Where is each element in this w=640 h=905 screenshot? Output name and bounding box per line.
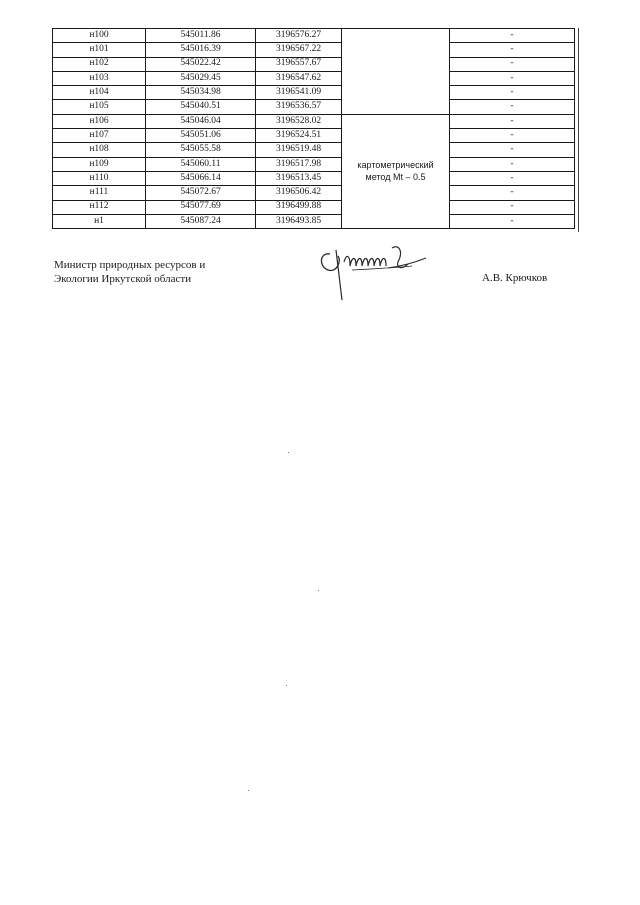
method-cell xyxy=(342,114,450,228)
point-id-cell: н103 xyxy=(53,71,146,85)
point-id-cell: н100 xyxy=(53,29,146,43)
point-id-cell: н111 xyxy=(53,186,146,200)
y-coordinate-cell: 3196567.22 xyxy=(256,43,342,57)
accuracy-cell: - xyxy=(450,157,575,171)
table-row xyxy=(53,157,575,171)
accuracy-cell: - xyxy=(450,171,575,185)
table-row xyxy=(53,200,575,214)
x-coordinate-cell: 545051.06 xyxy=(146,129,256,143)
x-coordinate-cell: 545072.67 xyxy=(146,186,256,200)
x-coordinate-cell: 545087.24 xyxy=(146,214,256,228)
accuracy-cell: - xyxy=(450,186,575,200)
y-coordinate-cell: 3196506.42 xyxy=(256,186,342,200)
scan-speck xyxy=(286,685,287,686)
x-coordinate-cell: 545060.11 xyxy=(146,157,256,171)
handwritten-signature-image xyxy=(312,240,432,308)
scan-speck xyxy=(248,790,249,791)
accuracy-cell: - xyxy=(450,100,575,114)
x-coordinate-cell: 545055.58 xyxy=(146,143,256,157)
point-id-cell: н104 xyxy=(53,86,146,100)
table-row xyxy=(53,57,575,71)
table-row xyxy=(53,86,575,100)
y-coordinate-cell: 3196513.45 xyxy=(256,171,342,185)
x-coordinate-cell: 545016.39 xyxy=(146,43,256,57)
point-id-cell: н110 xyxy=(53,171,146,185)
point-id-cell: н105 xyxy=(53,100,146,114)
coordinates-table-body xyxy=(53,29,575,229)
x-coordinate-cell: 545022.42 xyxy=(146,57,256,71)
signer-name: А.В. Крючков xyxy=(482,272,548,284)
table-row xyxy=(53,129,575,143)
y-coordinate-cell: 3196528.02 xyxy=(256,114,342,128)
x-coordinate-cell: 545046.04 xyxy=(146,114,256,128)
table-right-edge-marks xyxy=(578,28,579,232)
scan-speck xyxy=(288,452,289,453)
accuracy-cell: - xyxy=(450,29,575,43)
accuracy-cell: - xyxy=(450,129,575,143)
point-id-cell: н101 xyxy=(53,43,146,57)
y-coordinate-cell: 3196517.98 xyxy=(256,157,342,171)
y-coordinate-cell: 3196519.48 xyxy=(256,143,342,157)
point-id-cell: н106 xyxy=(53,114,146,128)
table-row xyxy=(53,214,575,228)
table-row xyxy=(53,43,575,57)
y-coordinate-cell: 3196541.09 xyxy=(256,86,342,100)
x-coordinate-cell: 545011.86 xyxy=(146,29,256,43)
y-coordinate-cell: 3196493.85 xyxy=(256,214,342,228)
x-coordinate-cell: 545029.45 xyxy=(146,71,256,85)
point-id-cell: н112 xyxy=(53,200,146,214)
accuracy-cell: - xyxy=(450,114,575,128)
accuracy-cell: - xyxy=(450,57,575,71)
table-row xyxy=(53,29,575,43)
method-line1: картометрический xyxy=(357,160,434,171)
table-row xyxy=(53,114,575,128)
method-cell-empty xyxy=(342,29,450,115)
x-coordinate-cell: 545066.14 xyxy=(146,171,256,185)
scan-speck xyxy=(318,590,319,591)
point-id-cell: н109 xyxy=(53,157,146,171)
y-coordinate-cell: 3196557.67 xyxy=(256,57,342,71)
table-row xyxy=(53,143,575,157)
signatory-title xyxy=(54,259,205,286)
x-coordinate-cell: 545040.51 xyxy=(146,100,256,114)
y-coordinate-cell: 3196547.62 xyxy=(256,71,342,85)
x-coordinate-cell: 545034.98 xyxy=(146,86,256,100)
table-row xyxy=(53,71,575,85)
y-coordinate-cell: 3196576.27 xyxy=(256,29,342,43)
y-coordinate-cell: 3196524.51 xyxy=(256,129,342,143)
y-coordinate-cell: 3196536.57 xyxy=(256,100,342,114)
table-row xyxy=(53,186,575,200)
method-line2: метод Mt – 0.5 xyxy=(365,172,426,183)
signatory-title-line2: Экологии Иркутской области xyxy=(54,272,192,285)
point-id-cell: н1 xyxy=(53,214,146,228)
point-id-cell: н102 xyxy=(53,57,146,71)
y-coordinate-cell: 3196499.88 xyxy=(256,200,342,214)
accuracy-cell: - xyxy=(450,200,575,214)
accuracy-cell: - xyxy=(450,214,575,228)
signatory-title-line1: Министр природных ресурсов и xyxy=(54,259,206,271)
point-id-cell: н107 xyxy=(53,129,146,143)
accuracy-cell: - xyxy=(450,71,575,85)
accuracy-cell: - xyxy=(450,143,575,157)
coordinates-table xyxy=(52,28,575,229)
x-coordinate-cell: 545077.69 xyxy=(146,200,256,214)
accuracy-cell: - xyxy=(450,86,575,100)
table-row xyxy=(53,171,575,185)
accuracy-cell: - xyxy=(450,43,575,57)
table-row xyxy=(53,100,575,114)
point-id-cell: н108 xyxy=(53,143,146,157)
